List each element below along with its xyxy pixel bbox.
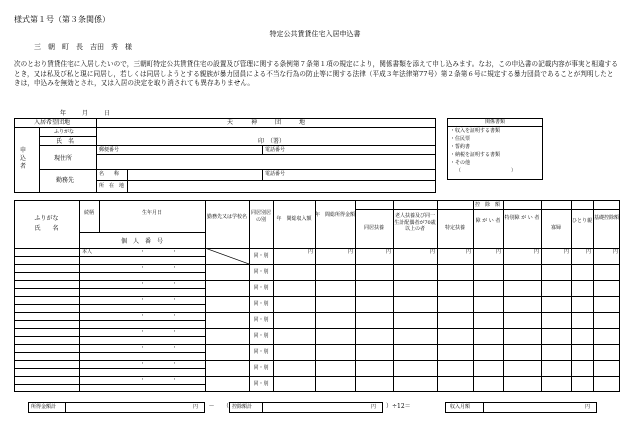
name-label: 氏 名 [56, 138, 75, 145]
date-separator: ・ [140, 344, 146, 351]
form-title: 特定公共賃貸住宅入居申込書 [269, 30, 361, 38]
col-name: 氏 名 [34, 225, 59, 232]
date-separator: ・ [172, 280, 178, 287]
col-deduction: 控 除 額 [474, 202, 500, 208]
total-deduction-label: 控除額計 [232, 404, 253, 410]
col-ded-dependent: 同居扶養 [363, 225, 384, 231]
yen-unit: 円 [348, 248, 354, 255]
date-separator: ・ [140, 328, 146, 335]
self-label: 本人 [82, 248, 93, 255]
date-separator: ・ [172, 296, 178, 303]
strike-diagonal [205, 248, 249, 264]
applicant-group-label: 申込者 [19, 147, 26, 170]
date-separator: ・ [140, 248, 146, 255]
addressee: 三 朝 町 長 吉田 秀 様 [34, 43, 132, 51]
date-separator: ・ [172, 248, 178, 255]
address-label: 現住所 [54, 155, 73, 162]
date-separator: ・ [172, 312, 178, 319]
application-statement: 次のとおり賃貸住宅に入居したいので，三朝町特定公共賃貸住宅の設置及び管理に関する条例第７条第１項の規定により，関係書類を添えて申し込みます。なお，この申込書の記載内容が事実と相違するとき，又は私及び私と現に同居し，若しくは同居しようとする親族が暴力団員による不当な行為の防止等に関する法律（平成３年法律第77号）第２条第６号に規定する暴力団員であることが判明したときは，申込みを無効とされ，又は入居の決定を取り消されても異存ありません。 [14, 60, 618, 87]
cohabitation-value: 同・別 [253, 317, 269, 323]
col-annual-net-income: 年 間総所得金額 [315, 212, 356, 218]
col-ded-special: 特定扶養 [444, 225, 465, 231]
furigana-label: ふりがな [54, 129, 75, 135]
documents-title: 関係書類 [484, 119, 505, 125]
date-year: 年 [60, 110, 67, 117]
phone-label: 電話番号 [265, 147, 286, 153]
housing-name: 天 神 団 地 [226, 119, 305, 126]
cohabitation-value: 同・別 [253, 365, 269, 371]
doc-item: ・収入を証明する書類 [450, 128, 501, 134]
date-month: 月 [82, 110, 89, 117]
yen-unit: 円 [534, 248, 540, 255]
cohabitation-value: 同・別 [253, 253, 269, 259]
form-number: 様式第１号（第３条関係） [14, 15, 110, 24]
total-income-yen: 円 [193, 404, 199, 410]
yen-unit: 円 [564, 248, 570, 255]
date-day: 日 [104, 110, 111, 117]
date-separator: ・ [172, 344, 178, 351]
cohabitation-value: 同・別 [253, 285, 269, 291]
yen-unit: 円 [496, 248, 502, 255]
seal-mark: 印 （署） [258, 138, 286, 145]
minus-sign: — [209, 403, 214, 409]
date-separator: ・ [172, 376, 178, 383]
cohabitation-value: 同・別 [253, 381, 269, 387]
date-separator: ・ [140, 312, 146, 319]
date-separator: ・ [172, 360, 178, 367]
date-separator: ・ [172, 328, 178, 335]
date-separator: ・ [140, 360, 146, 367]
work-location-label: 所 在 地 [99, 183, 125, 189]
cohabitation-value: 同・別 [253, 301, 269, 307]
doc-item: ・納税を証明する書類 [450, 152, 501, 158]
doc-item: ・誓約書 [450, 144, 471, 150]
cohabitation-value: 同・別 [253, 269, 269, 275]
date-separator: ・ [140, 296, 146, 303]
col-furigana: ふりがな [34, 215, 59, 222]
total-deduction-yen: 円 [371, 404, 377, 410]
date-separator: ・ [140, 264, 146, 271]
monthly-income-label: 収入月額 [450, 404, 471, 410]
col-individual-number: 個 人 番 号 [120, 238, 163, 245]
col-annual-income: 年 間総収入額 [276, 216, 312, 222]
monthly-income-yen: 円 [585, 404, 591, 410]
col-birthdate: 生年月日 [141, 210, 162, 216]
total-income-label: 所得金額計 [31, 404, 57, 410]
col-ded-elder: 老人扶養及び同一生計配偶者が70歳以上の者 [394, 213, 436, 232]
applicant-box [14, 118, 436, 193]
work-label: 勤務先 [56, 177, 75, 184]
yen-unit: 円 [586, 248, 592, 255]
work-name-label: 名 称 [99, 171, 120, 177]
yen-unit: 円 [430, 248, 436, 255]
yen-unit: 円 [613, 248, 619, 255]
total-deduction-box [229, 402, 383, 413]
divide-by-12: ）÷12＝ [386, 403, 411, 410]
work-phone-label: 電話番号 [265, 171, 286, 177]
col-relation: 続柄 [83, 210, 94, 216]
yen-unit: 円 [466, 248, 472, 255]
date-separator: ・ [172, 264, 178, 271]
col-workplace: 勤務先又は学校名 [206, 214, 247, 220]
col-cohabitation: 同居別居の別 [250, 210, 271, 223]
doc-item: ・住民票 [450, 136, 471, 142]
postal-label: 郵便番号 [99, 147, 120, 153]
date-separator: ・ [140, 280, 146, 287]
col-ded-single-parent: ひとり親 [571, 218, 592, 224]
paren-open: （ [223, 403, 230, 410]
housing-label: 入居希望団地 [34, 119, 71, 126]
cohabitation-value: 同・別 [253, 349, 269, 355]
cohabitation-value: 同・別 [253, 333, 269, 339]
col-ded-disabled: 障 が い 者 [475, 218, 501, 224]
yen-unit: 円 [386, 248, 392, 255]
col-ded-special-disabled: 特別障 が い 者 [504, 215, 540, 221]
date-separator: ・ [140, 376, 146, 383]
col-ded-basic: 基礎控除額 [593, 215, 619, 221]
col-ded-widow: 寡婦 [550, 225, 561, 231]
yen-unit: 円 [308, 248, 314, 255]
doc-other-paren: （ ） [456, 168, 517, 174]
doc-item: ・その他 [450, 160, 471, 166]
